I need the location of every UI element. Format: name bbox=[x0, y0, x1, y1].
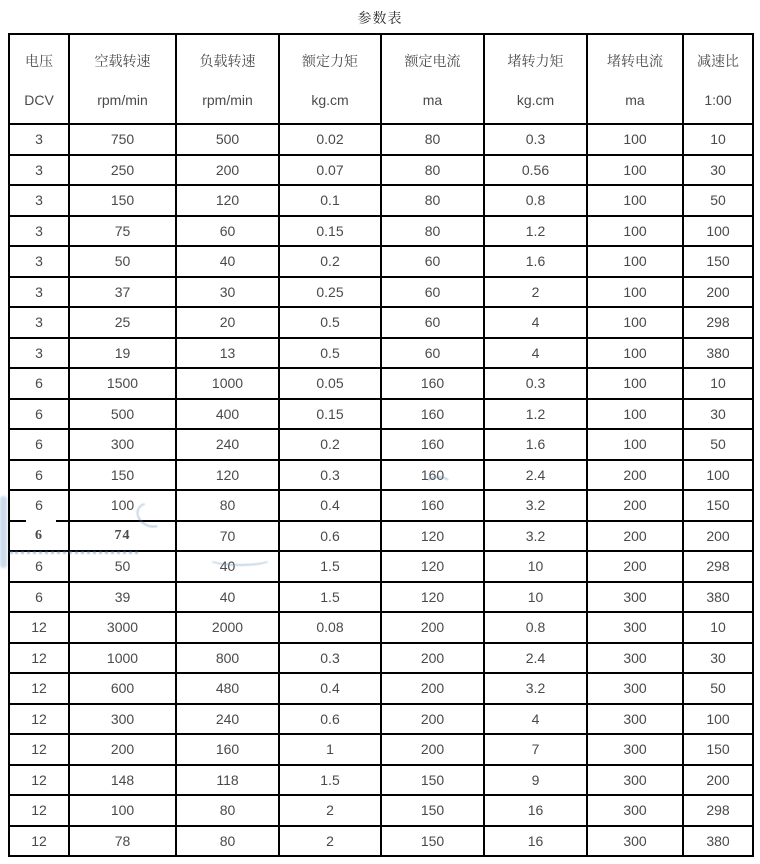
table-cell: 298 bbox=[683, 551, 753, 582]
table-row bbox=[9, 765, 753, 796]
table-cell: 300 bbox=[587, 826, 683, 857]
table-cell: 100 bbox=[587, 338, 683, 369]
table-cell: 200 bbox=[587, 460, 683, 491]
table-cell: 380 bbox=[683, 582, 753, 613]
table-cell: 3 bbox=[9, 155, 69, 186]
table-cell: 200 bbox=[683, 765, 753, 796]
watermark-streak bbox=[0, 496, 7, 568]
table-cell: 300 bbox=[587, 643, 683, 674]
table-cell: 12 bbox=[9, 673, 69, 704]
table-body bbox=[9, 124, 753, 856]
table-cell: 250 bbox=[69, 155, 176, 186]
column-header bbox=[176, 34, 279, 124]
table-cell: 0.15 bbox=[279, 399, 381, 430]
table-cell: 12 bbox=[9, 826, 69, 857]
column-header bbox=[381, 34, 484, 124]
table-cell: 70 bbox=[176, 521, 279, 552]
table-cell: 150 bbox=[381, 765, 484, 796]
table-cell: 80 bbox=[176, 826, 279, 857]
table-cell: 0.2 bbox=[279, 429, 381, 460]
table-cell: 160 bbox=[381, 429, 484, 460]
table-cell: 12 bbox=[9, 734, 69, 765]
table-cell: 0.25 bbox=[279, 277, 381, 308]
table-cell: 0.5 bbox=[279, 338, 381, 369]
table-cell: 30 bbox=[683, 155, 753, 186]
table-row bbox=[9, 612, 753, 643]
column-unit: rpm/min bbox=[202, 91, 253, 108]
table-cell: 1000 bbox=[176, 368, 279, 399]
table-cell: 10 bbox=[683, 368, 753, 399]
table-cell: 2 bbox=[484, 277, 587, 308]
table-cell: 1000 bbox=[69, 643, 176, 674]
table-cell: 16 bbox=[484, 795, 587, 826]
table-cell: 6 bbox=[9, 582, 69, 613]
column-title: 电压 bbox=[25, 52, 53, 69]
table-cell: 1.2 bbox=[484, 399, 587, 430]
table-cell: 600 bbox=[69, 673, 176, 704]
table-cell: 3000 bbox=[69, 612, 176, 643]
table-cell: 1.6 bbox=[484, 246, 587, 277]
column-title: 空载转速 bbox=[94, 52, 151, 69]
table-cell: 300 bbox=[587, 673, 683, 704]
table-cell: 0.05 bbox=[279, 368, 381, 399]
column-title: 额定力矩 bbox=[302, 52, 358, 69]
table-row bbox=[9, 155, 753, 186]
table-cell: 0.5 bbox=[279, 307, 381, 338]
column-title: 额定电流 bbox=[404, 52, 461, 69]
table-cell: 12 bbox=[9, 765, 69, 796]
table-cell: 160 bbox=[176, 734, 279, 765]
table-cell: 60 bbox=[381, 338, 484, 369]
table-cell: 118 bbox=[176, 765, 279, 796]
table-cell: 9 bbox=[484, 765, 587, 796]
column-header bbox=[683, 34, 753, 124]
column-header bbox=[587, 34, 683, 124]
table-cell: 100 bbox=[587, 185, 683, 216]
table-cell: 100 bbox=[587, 124, 683, 155]
table-cell: 80 bbox=[176, 490, 279, 521]
table-row bbox=[9, 429, 753, 460]
table-cell: 480 bbox=[176, 673, 279, 704]
table-cell: 6 bbox=[9, 521, 69, 552]
table-cell: 2 bbox=[279, 795, 381, 826]
column-title: 堵转力矩 bbox=[507, 52, 564, 69]
page-title: 参数表 bbox=[357, 10, 403, 26]
table-cell: 300 bbox=[587, 765, 683, 796]
table-cell: 100 bbox=[587, 429, 683, 460]
table-row bbox=[9, 277, 753, 308]
table-cell: 40 bbox=[176, 582, 279, 613]
table-row bbox=[9, 704, 753, 735]
table-row bbox=[9, 795, 753, 826]
table-row bbox=[9, 734, 753, 765]
table-cell: 10 bbox=[683, 124, 753, 155]
column-title: 减速比 bbox=[697, 52, 739, 69]
table-cell: 300 bbox=[69, 704, 176, 735]
table-cell: 0.07 bbox=[279, 155, 381, 186]
table-cell: 120 bbox=[176, 185, 279, 216]
table-cell: 1.5 bbox=[279, 582, 381, 613]
table-cell: 50 bbox=[69, 551, 176, 582]
table-cell: 3 bbox=[9, 216, 69, 247]
table-cell: 30 bbox=[683, 399, 753, 430]
table-cell: 39 bbox=[69, 582, 176, 613]
table-cell: 4 bbox=[484, 338, 587, 369]
table-cell: 200 bbox=[587, 521, 683, 552]
table-cell: 3 bbox=[9, 185, 69, 216]
table-cell: 80 bbox=[381, 124, 484, 155]
table-cell: 120 bbox=[381, 521, 484, 552]
table-row bbox=[9, 368, 753, 399]
table-header bbox=[9, 34, 753, 124]
table-cell: 400 bbox=[176, 399, 279, 430]
table-cell: 0.3 bbox=[279, 460, 381, 491]
table-cell: 80 bbox=[381, 216, 484, 247]
table-cell: 60 bbox=[381, 277, 484, 308]
table-cell: 200 bbox=[381, 734, 484, 765]
table-row bbox=[9, 582, 753, 613]
table-cell: 3.2 bbox=[484, 521, 587, 552]
table-cell: 78 bbox=[69, 826, 176, 857]
table-cell: 750 bbox=[69, 124, 176, 155]
table-cell: 150 bbox=[381, 826, 484, 857]
table-cell: 6 bbox=[9, 429, 69, 460]
table-cell: 160 bbox=[381, 399, 484, 430]
table-cell: 160 bbox=[381, 460, 484, 491]
table-cell: 50 bbox=[683, 185, 753, 216]
table-cell: 200 bbox=[381, 704, 484, 735]
table-cell: 100 bbox=[587, 277, 683, 308]
table-cell: 300 bbox=[587, 795, 683, 826]
table-row bbox=[9, 490, 753, 521]
table-row bbox=[9, 460, 753, 491]
table-cell: 100 bbox=[587, 216, 683, 247]
table-cell: 50 bbox=[683, 429, 753, 460]
table-cell: 12 bbox=[9, 612, 69, 643]
table-cell: 10 bbox=[683, 612, 753, 643]
table-cell: 6 bbox=[9, 551, 69, 582]
column-unit: ma bbox=[625, 91, 645, 108]
table-cell: 150 bbox=[69, 185, 176, 216]
table-cell: 37 bbox=[69, 277, 176, 308]
table-row bbox=[9, 216, 753, 247]
table-row bbox=[9, 521, 753, 552]
table-cell: 25 bbox=[69, 307, 176, 338]
table-cell: 4 bbox=[484, 307, 587, 338]
table-cell: 200 bbox=[587, 551, 683, 582]
column-header bbox=[484, 34, 587, 124]
table-cell: 200 bbox=[683, 521, 753, 552]
table-cell: 0.6 bbox=[279, 704, 381, 735]
table-cell: 6 bbox=[9, 368, 69, 399]
table-cell: 16 bbox=[484, 826, 587, 857]
table-cell: 200 bbox=[381, 673, 484, 704]
table-cell: 2 bbox=[279, 826, 381, 857]
column-header bbox=[69, 34, 176, 124]
table-cell: 3 bbox=[9, 277, 69, 308]
table-cell: 0.02 bbox=[279, 124, 381, 155]
table-cell: 3.2 bbox=[484, 673, 587, 704]
table-cell: 100 bbox=[69, 795, 176, 826]
table-cell: 60 bbox=[176, 216, 279, 247]
table-cell: 12 bbox=[9, 795, 69, 826]
table-cell: 160 bbox=[381, 368, 484, 399]
table-cell: 100 bbox=[587, 246, 683, 277]
table-cell: 100 bbox=[69, 490, 176, 521]
table-cell: 19 bbox=[69, 338, 176, 369]
table-cell: 200 bbox=[381, 643, 484, 674]
table-cell: 150 bbox=[69, 460, 176, 491]
header-row bbox=[9, 34, 753, 124]
table-row bbox=[9, 643, 753, 674]
table-cell: 1.5 bbox=[279, 551, 381, 582]
table-row bbox=[9, 338, 753, 369]
table-cell: 0.3 bbox=[484, 124, 587, 155]
table-cell: 0.1 bbox=[279, 185, 381, 216]
table-row bbox=[9, 124, 753, 155]
table-cell: 7 bbox=[484, 734, 587, 765]
table-cell: 80 bbox=[381, 185, 484, 216]
table-cell: 300 bbox=[587, 582, 683, 613]
table-cell: 300 bbox=[587, 612, 683, 643]
table-cell: 300 bbox=[587, 704, 683, 735]
column-unit: ma bbox=[422, 91, 443, 108]
table-cell: 10 bbox=[484, 582, 587, 613]
table-cell: 120 bbox=[381, 582, 484, 613]
table-cell: 10 bbox=[484, 551, 587, 582]
table-row bbox=[9, 399, 753, 430]
table-cell: 20 bbox=[176, 307, 279, 338]
table-cell: 50 bbox=[69, 246, 176, 277]
table-cell: 80 bbox=[176, 795, 279, 826]
table-cell: 80 bbox=[381, 155, 484, 186]
table-cell: 60 bbox=[381, 307, 484, 338]
table-cell: 298 bbox=[683, 795, 753, 826]
table-cell: 240 bbox=[176, 704, 279, 735]
table-cell: 200 bbox=[176, 155, 279, 186]
table-cell: 30 bbox=[683, 643, 753, 674]
table-cell: 3 bbox=[9, 338, 69, 369]
table-cell: 0.56 bbox=[484, 155, 587, 186]
table-cell: 6 bbox=[9, 399, 69, 430]
table-cell: 12 bbox=[9, 704, 69, 735]
table-row bbox=[9, 246, 753, 277]
table-cell: 500 bbox=[176, 124, 279, 155]
table-cell: 200 bbox=[69, 734, 176, 765]
column-title: 堵转电流 bbox=[607, 52, 663, 69]
table-cell: 100 bbox=[587, 368, 683, 399]
table-row bbox=[9, 673, 753, 704]
table-cell: 3.2 bbox=[484, 490, 587, 521]
table-cell: 13 bbox=[176, 338, 279, 369]
column-unit: 1:00 bbox=[704, 91, 732, 108]
table-cell: 120 bbox=[176, 460, 279, 491]
table-cell: 150 bbox=[381, 795, 484, 826]
table-cell: 50 bbox=[683, 673, 753, 704]
table-cell: 2000 bbox=[176, 612, 279, 643]
table-row bbox=[9, 551, 753, 582]
parameters-table bbox=[8, 33, 754, 857]
table-cell: 0.8 bbox=[484, 185, 587, 216]
table-cell: 380 bbox=[683, 826, 753, 857]
column-header bbox=[9, 34, 69, 124]
table-cell: 100 bbox=[587, 399, 683, 430]
table-cell: 298 bbox=[683, 307, 753, 338]
table-cell: 75 bbox=[69, 216, 176, 247]
table-cell: 74 bbox=[69, 521, 176, 552]
table-cell: 0.3 bbox=[279, 643, 381, 674]
table-cell: 100 bbox=[683, 460, 753, 491]
table-row bbox=[9, 826, 753, 857]
table-cell: 0.4 bbox=[279, 673, 381, 704]
table-cell: 148 bbox=[69, 765, 176, 796]
table-cell: 1500 bbox=[69, 368, 176, 399]
table-cell: 2.4 bbox=[484, 643, 587, 674]
table-cell: 300 bbox=[587, 734, 683, 765]
table-cell: 1.2 bbox=[484, 216, 587, 247]
column-unit: DCV bbox=[24, 91, 54, 108]
table-cell: 30 bbox=[176, 277, 279, 308]
table-cell: 100 bbox=[683, 216, 753, 247]
table-cell: 60 bbox=[381, 246, 484, 277]
table-cell: 1.5 bbox=[279, 765, 381, 796]
table-cell: 800 bbox=[176, 643, 279, 674]
table-row bbox=[9, 307, 753, 338]
table-cell: 160 bbox=[381, 490, 484, 521]
table-cell: 6 bbox=[9, 460, 69, 491]
table-cell: 100 bbox=[587, 155, 683, 186]
table-cell: 40 bbox=[176, 551, 279, 582]
table-cell: 3 bbox=[9, 246, 69, 277]
table-cell: 1.6 bbox=[484, 429, 587, 460]
table-cell: 0.2 bbox=[279, 246, 381, 277]
column-unit: kg.cm bbox=[311, 91, 349, 108]
table-cell: 0.6 bbox=[279, 521, 381, 552]
table-cell: 200 bbox=[587, 490, 683, 521]
table-cell: 0.8 bbox=[484, 612, 587, 643]
table-cell: 4 bbox=[484, 704, 587, 735]
table-cell: 200 bbox=[381, 612, 484, 643]
table-cell: 150 bbox=[683, 246, 753, 277]
table-cell: 100 bbox=[683, 704, 753, 735]
column-unit: kg.cm bbox=[516, 91, 555, 108]
table-cell: 300 bbox=[69, 429, 176, 460]
table-cell: 150 bbox=[683, 490, 753, 521]
table-cell: 12 bbox=[9, 643, 69, 674]
table-cell: 40 bbox=[176, 246, 279, 277]
table-cell: 150 bbox=[683, 734, 753, 765]
table-cell: 240 bbox=[176, 429, 279, 460]
table-cell: 200 bbox=[683, 277, 753, 308]
table-cell: 0.08 bbox=[279, 612, 381, 643]
table-cell: 0.15 bbox=[279, 216, 381, 247]
table-cell: 0.3 bbox=[484, 368, 587, 399]
table-cell: 2.4 bbox=[484, 460, 587, 491]
column-header bbox=[279, 34, 381, 124]
table-cell: 100 bbox=[587, 307, 683, 338]
table-cell: 380 bbox=[683, 338, 753, 369]
table-cell: 6 bbox=[9, 490, 69, 521]
table-cell: 3 bbox=[9, 307, 69, 338]
column-title: 负载转速 bbox=[199, 52, 256, 69]
table-cell: 500 bbox=[69, 399, 176, 430]
column-unit: rpm/min bbox=[97, 91, 148, 108]
table-row bbox=[9, 185, 753, 216]
table-cell: 3 bbox=[9, 124, 69, 155]
table-cell: 1 bbox=[279, 734, 381, 765]
table-cell: 0.4 bbox=[279, 490, 381, 521]
table-cell: 120 bbox=[381, 551, 484, 582]
